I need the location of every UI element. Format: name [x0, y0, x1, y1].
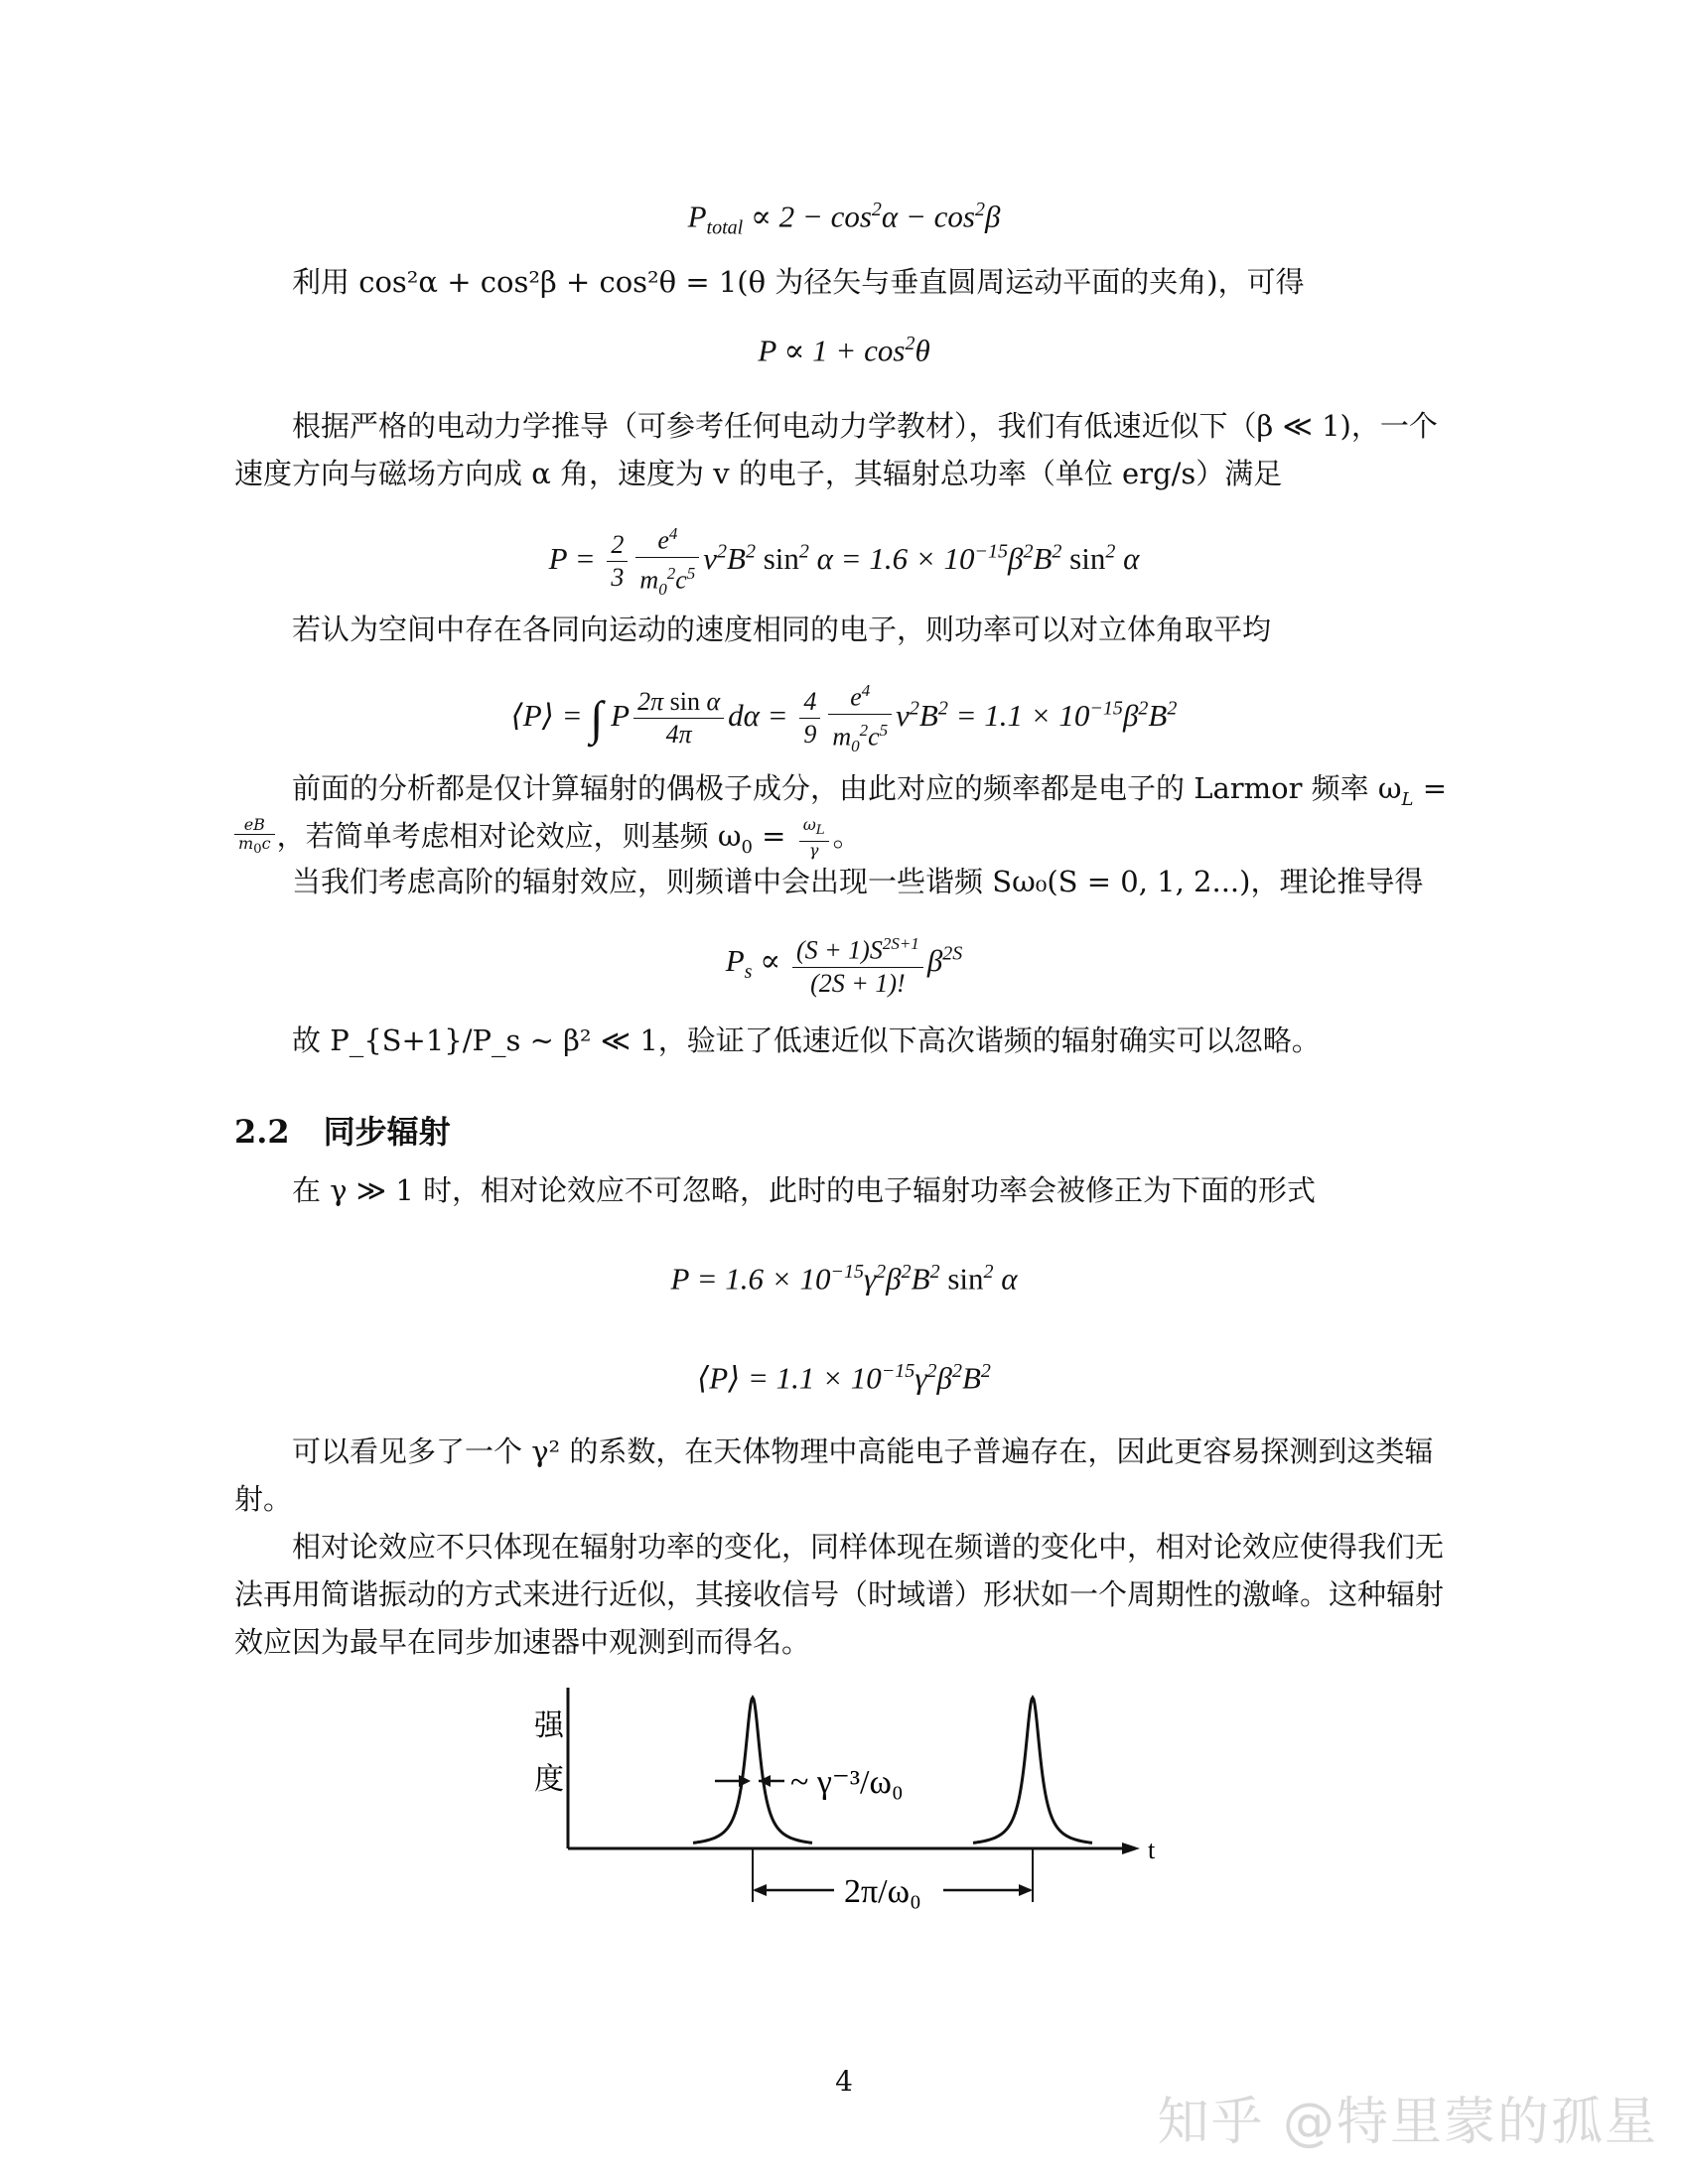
paragraph-dipole-2: $\frac{eB}{m_0c}$ ，若简单考虑相对论效应，则基频 $\omega_0$ = $\frac{\omega_L}{\gamma}$ 。 — [234, 814, 1456, 870]
paragraph-dipole-1: 前面的分析都是仅计算辐射的偶极子成分，由此对应的频率都是电子的 Larmor 频率 $\omega_L$ = — [292, 771, 1448, 810]
equation-harmonic-power: $P_s$ ∝ $\frac{(S + 1)S^{2S+1}}{(2S + 1)!}$ $\beta^{2S}$ — [0, 928, 1688, 1000]
equation-average-power: ⟨P⟩ = ∫ P $\frac{\text{2π sin α}}{4\pi}$ dα = $\frac{4}{9}$ $\frac{e^4}{m_0^2c^5}$ $v^2B^2 = 1.1 \times 10^{-15}\beta^2B^2$ — [0, 675, 1688, 762]
paragraph-gamma-2: 射。 — [234, 1482, 293, 1516]
equation-total-power: $P_{total} \propto 2 - \cos^2\alpha - \cos^2\beta$ — [687, 199, 1001, 239]
paragraph-fundamental-text: ，若简单考虑相对论效应，则基频 ω — [276, 819, 742, 853]
figure-ylabel-2: 度 — [534, 1763, 564, 1796]
paragraph-derivation-2: 速度方向与磁场方向成 α 角，速度为 v 的电子，其辐射总功率（单位 erg/s）满足 — [234, 457, 1283, 490]
equation-power-theta: $P \propto 1 + \cos^2\theta$ — [758, 333, 930, 368]
paragraph-cos-identity: 利用 cos²α + cos²β + cos²θ = 1(θ 为径矢与垂直圆周运动平面的夹角)，可得 — [292, 265, 1305, 299]
figure-ylabel-1: 强 — [534, 1709, 564, 1742]
paragraph-spectrum-2: 法再用简谐振动的方式来进行近似，其接收信号（时域谱）形状如一个周期性的激峰。这种辐射 — [234, 1577, 1445, 1611]
synchrotron-pulse-figure — [496, 1678, 1211, 1936]
section-title: 同步辐射 — [323, 1113, 451, 1151]
equation-relativistic-power: $P = 1.6 \times 10^{-15}\gamma^2\beta^2B^2$ $\sin^2 \alpha$ — [670, 1261, 1018, 1297]
section-heading — [234, 1107, 485, 1153]
paragraph-spectrum-3: 效应因为最早在同步加速器中观测到而得名。 — [234, 1625, 811, 1659]
pulse-width-label: ~ γ⁻³/ω₀ — [790, 1764, 904, 1801]
period-label: 2π/ω₀ — [844, 1873, 921, 1910]
paragraph-average: 若认为空间中存在各同向运动的速度相同的电子，则功率可以对立体角取平均 — [292, 613, 1272, 646]
paragraph-conclusion: 故 P_{S+1}/P_s ∼ β² ≪ 1，验证了低速近似下高次谐频的辐射确实可以忽略。 — [292, 1024, 1321, 1057]
paragraph-spectrum-1: 相对论效应不只体现在辐射功率的变化，同样体现在频谱的变化中，相对论效应使得我们无 — [292, 1530, 1445, 1564]
section-number: 2.2 — [234, 1113, 290, 1151]
pulse-peak-2 — [973, 1698, 1092, 1843]
paragraph-gamma-1: 可以看见多了一个 γ² 的系数，在天体物理中高能电子普遍存在，因此更容易探测到这类辐 — [292, 1434, 1434, 1468]
paragraph-relativistic: 在 γ ≫ 1 时，相对论效应不可忽略，此时的电子辐射功率会被修正为下面的形式 — [292, 1173, 1317, 1207]
page-number: 4 — [835, 2065, 853, 2098]
watermark: 知乎 @特里蒙的孤星 — [1157, 2093, 1658, 2152]
paragraph-dipole-text: 前面的分析都是仅计算辐射的偶极子成分，由此对应的频率都是电子的 Larmor 频率 ω — [292, 771, 1402, 805]
paragraph-harmonics: 当我们考虑高阶的辐射效应，则频谱中会出现一些谐频 Sω₀(S = 0, 1, 2...)，理论推导得 — [292, 865, 1424, 898]
figure-xlabel: t — [1148, 1836, 1156, 1864]
equation-relativistic-average: ⟨P⟩ = $1.1 \times 10^{-15}\gamma^2\beta^2B^2$ — [697, 1360, 991, 1396]
paragraph-derivation-1: 根据严格的电动力学推导（可参考任何电动力学教材），我们有低速近似下（β ≪ 1)，一个 — [292, 409, 1438, 443]
equation-larmor-power: P = $\frac{2}{3}$ $\frac{e^4}{m_0^2c^5}$ $v^2B^2$ $\sin^2 \alpha = 1.6 \times 10^{-15}\beta^2B^2$ $\sin^2 \alpha$ — [0, 518, 1688, 606]
x-axis-arrow — [1122, 1843, 1140, 1854]
